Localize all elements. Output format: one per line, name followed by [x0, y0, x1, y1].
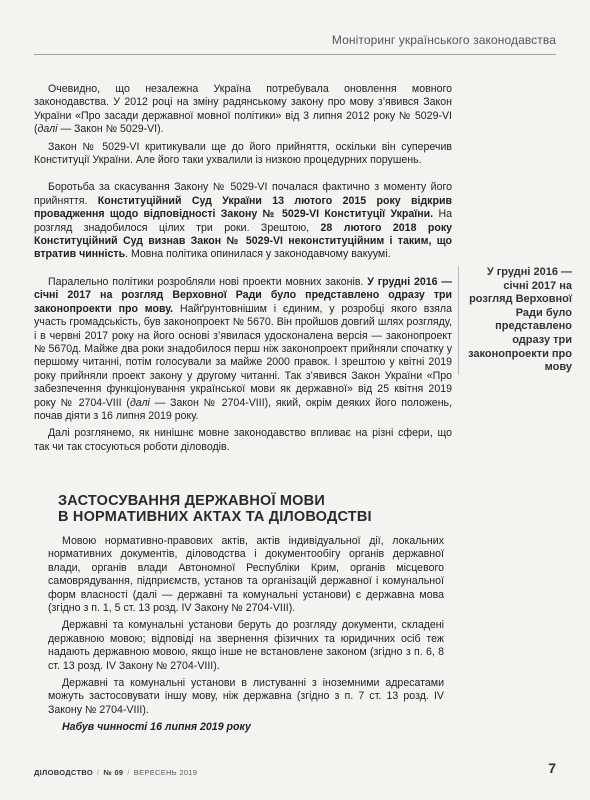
main-article-text: [34, 83, 452, 458]
page-number: 7: [548, 760, 556, 776]
paragraph: Державні та комунальні установи беруть до розгляду документи, складені державною мовою; відповіді на звернення фізичних та юридичних осіб теж надають державною мовою, якщо інше не встановлене законом (згідно з п. 6, 8 ст. 13 розд. IV Закону № 2704-VIII).: [48, 619, 444, 672]
paragraph: Далі розглянемо, як нинішнє мовне законодавство впливає на різні сфери, що так чи так стосуються роботи діловодів.: [34, 427, 452, 453]
issue-number: № 09: [103, 768, 124, 777]
publication-name: ДІЛОВОДСТВО: [34, 768, 94, 777]
effective-date-note: Набув чинності 16 липня 2019 року: [62, 721, 251, 734]
section-body-text: [48, 535, 444, 739]
pull-quote: У грудні 2016 — січні 2017 на розгляд Верховної Ради було представлено одразу три законопроекти про мову: [458, 266, 572, 375]
running-header: Моніторинг українського законодавства: [331, 33, 556, 47]
paragraph: Закон № 5029-VI критикували ще до його прийняття, оскільки він суперечив Конституції України. Але його таки ухвалили із низкою процедурних порушень.: [34, 140, 452, 167]
section-heading: ЗАСТОСУВАННЯ ДЕРЖАВНОЇ МОВИ В НОРМАТИВНИХ АКТАХ ТА ДІЛОВОДСТВІ: [58, 493, 372, 525]
paragraph: Державні та комунальні установи в листуванні з іноземними адресатами можуть застосовувати іншу мову, ніж державна (згідно з п. 7 ст. 13 розд. IV Закону № 2704-VIII).: [48, 677, 444, 716]
paragraph: Очевидно, що незалежна Україна потребувала оновлення мовного законодавства. У 2012 році на зміну радянському закону про мову з’явився Закон України «Про засади державної мовної політики» від 3 липня 2012 року № 5029-VI (далі — Закон № 5029-VI).: [34, 83, 452, 136]
header-divider: [34, 54, 556, 55]
paragraph: Паралельно політики розробляли нові проекти мовних законів. У грудні 2016 — січні 2017 на розгляд Верховної Ради було представлено одразу три законопроекти про мову. Найґрунтовнішим і єдиним, у розробці якого взяла участь громадськість, був законопроект № 5670. Він пройшов довгий шлях розгляду, і в червні 2017 року на його основі з’явилася удосконалена версія — законопроект № 5670д. Майже два роки знадобилося перш ніж законопроект прийняли спочатку у першому читанні, потім голосували за майже 2000 правок. І зрештою у квітні 2019 року прийняли проект закону у другому читанні. Так з’явився Закон України «Про забезпечення функціонування української мови як державної» від 25 квітня 2019 року № 2704-VIII (далі — Закон № 2704-VIII), який, окрім деяких його положень, почав діяти з 16 липня 2019 року.: [34, 275, 453, 422]
paragraph: Мовою нормативно-правових актів, актів індивідуальної дії, локальних нормативних документів, діловодства і документообігу органів державної влади, органів влади Автономної Республіки Крим, органів місцевого самоврядування, підприємств, установ та організацій державної і комунальної форм власності (далі — державні та комунальні установи) є державна мова (згідно з п. 1, 5 ст. 13 розд. IV Закону № 2704-VIII).: [48, 535, 444, 615]
page-footer: ДІЛОВОДСТВО / № 09 / ВЕРЕСЕНЬ 2019: [34, 768, 198, 777]
paragraph: Боротьба за скасування Закону № 5029-VI почалася фактично з моменту його прийняття. Конституційний Суд України 13 лютого 2015 року відкрив провадження щодо відповідності Закону № 5029-VI Конституції України. На розгляд знадобилося цілих три роки. Зрештою, 28 лютого 2018 року Конституційний Суд визнав Закон № 5029-VI неконституційним і таким, що втратив чинність. Мовна політика опинилася у законодавчому вакуумі.: [34, 181, 453, 261]
issue-date: ВЕРЕСЕНЬ 2019: [133, 768, 198, 777]
